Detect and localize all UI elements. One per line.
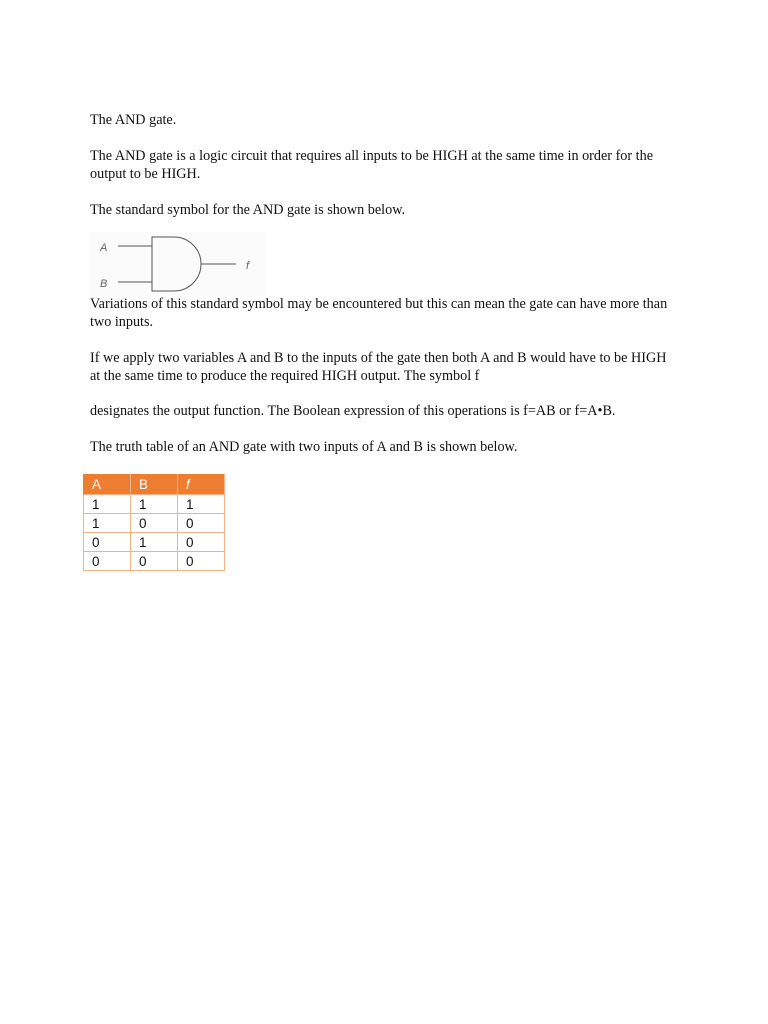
cell-b: 0 bbox=[131, 552, 178, 571]
cell-f: 0 bbox=[178, 533, 225, 552]
input-b-label: B bbox=[100, 278, 108, 290]
paragraph-definition: The AND gate is a logic circuit that requires all inputs to be HIGH at the same time in order for the output to be HIGH. bbox=[90, 148, 653, 182]
cell-f: 0 bbox=[178, 514, 225, 533]
cell-b: 0 bbox=[131, 514, 178, 533]
table-row bbox=[84, 552, 225, 571]
cell-b: 1 bbox=[131, 495, 178, 514]
paragraph-boolean-expression: designates the output function. The Boolean expression of this operations is f=AB or f=A•B. bbox=[90, 403, 616, 419]
and-gate-body bbox=[152, 237, 201, 291]
table-row bbox=[84, 533, 225, 552]
truth-table bbox=[83, 474, 225, 571]
cell-b: 1 bbox=[131, 533, 178, 552]
paragraph-symbol-intro: The standard symbol for the AND gate is shown below. bbox=[90, 202, 406, 218]
header-b: B bbox=[131, 474, 178, 495]
header-f: f bbox=[178, 474, 225, 495]
table-row bbox=[84, 514, 225, 533]
header-a: A bbox=[84, 474, 131, 495]
output-f-label: f bbox=[246, 260, 250, 272]
cell-f: 0 bbox=[178, 552, 225, 571]
table-row bbox=[84, 495, 225, 514]
input-a-label: A bbox=[100, 242, 108, 254]
paragraph-variables: If we apply two variables A and B to the inputs of the gate then both A and B would have to be HIGH at the same time to produce the required HIGH output. The symbol f bbox=[90, 350, 667, 384]
cell-a: 1 bbox=[84, 495, 131, 514]
and-gate-symbol-figure bbox=[90, 232, 266, 296]
cell-f: 1 bbox=[178, 495, 225, 514]
cell-a: 0 bbox=[84, 533, 131, 552]
document-title: The AND gate. bbox=[90, 112, 177, 128]
and-gate-diagram bbox=[90, 232, 266, 296]
paragraph-truth-table-intro: The truth table of an AND gate with two inputs of A and B is shown below. bbox=[90, 439, 518, 455]
cell-a: 1 bbox=[84, 514, 131, 533]
truth-table-header-row bbox=[84, 474, 225, 495]
paragraph-variations: Variations of this standard symbol may be encountered but this can mean the gate can have more than two inputs. bbox=[90, 296, 668, 330]
cell-a: 0 bbox=[84, 552, 131, 571]
